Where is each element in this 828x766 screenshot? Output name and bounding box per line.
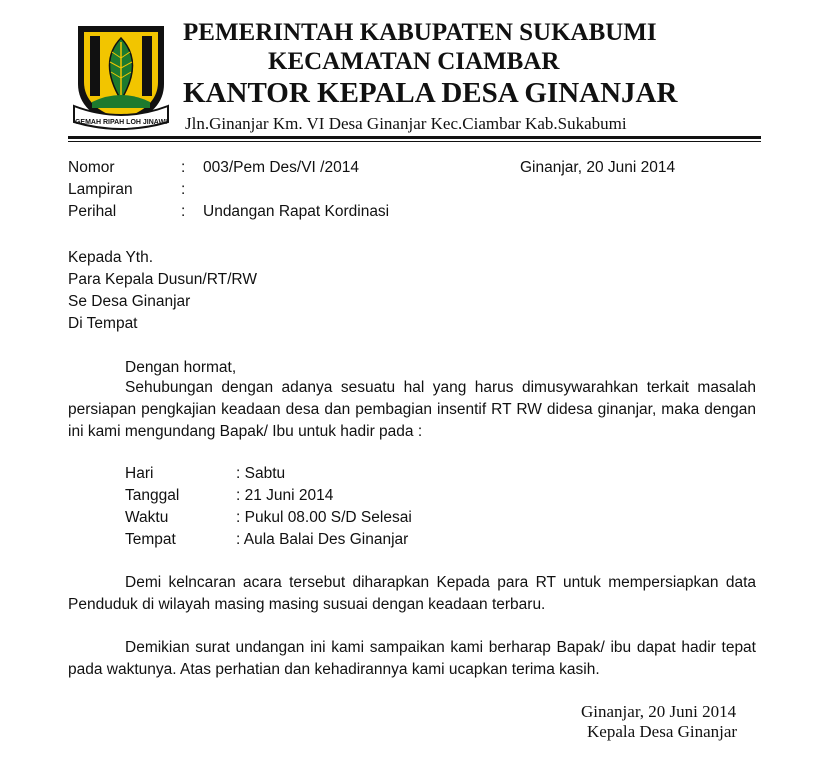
perihal-label: Perihal [68,203,117,220]
letterhead-thick-rule [68,136,761,139]
opening-paragraph: Sehubungan dengan adanya sesuatu hal yang harus dimusywarahkan terkait masalah persiapan pengkajian keadaan desa dan pembagian insentif RT RW didesa ginanjar, maka dengan ini kami mengundang Bapak/ Ibu untuk hadir pada : [68,379,756,440]
closing-paragraph: Demikian surat undangan ini kami sampaikan kami berharap Bapak/ ibu dapat hadir tepat pada waktunya. Atas perhatian dan kehadirannya kami ucapkan terima kasih. [68,639,756,678]
letterhead-office-line: KANTOR KEPALA DESA GINANJAR [183,77,678,109]
village-emblem-logo [72,22,170,134]
perihal-value: Undangan Rapat Kordinasi [203,203,390,220]
recipient-line: Di Tempat [68,315,138,332]
perihal-separator: : [181,203,186,220]
letterhead-district-line: KECAMATAN CIAMBAR [268,48,560,75]
schedule-value-time: : Pukul 08.00 S/D Selesai [236,509,412,526]
nomor-value: 003/Pem Des/VI /2014 [203,159,359,176]
nomor-separator: : [181,159,186,176]
recipient-line: Kepada Yth. [68,249,154,266]
preparation-paragraph: Demi kelncaran acara tersebut diharapkan Kepada para RT untuk mempersiapkan data Penduduk di wilayah masing masing susuai dengan keadaan terbaru. [68,574,756,613]
schedule-label-date: Tanggal [125,487,180,504]
schedule-value-day: : Sabtu [236,465,286,482]
schedule-value-date: : 21 Juni 2014 [236,487,334,504]
letterhead-address: Jln.Ginanjar Km. VI Desa Ginanjar Kec.Ciambar Kab.Sukabumi [185,114,627,133]
letterhead-thin-rule [68,141,761,142]
schedule-label-place: Tempat [125,531,176,548]
recipient-line: Se Desa Ginanjar [68,293,191,310]
signature-place-date: Ginanjar, 20 Juni 2014 [581,702,737,721]
schedule-label-time: Waktu [125,509,169,526]
nomor-label: Nomor [68,159,115,176]
schedule-value-place: : Aula Balai Des Ginanjar [236,531,409,548]
letter-date: Ginanjar, 20 Juni 2014 [520,159,676,176]
letterhead-government-line: PEMERINTAH KABUPATEN SUKABUMI [183,19,657,46]
greeting: Dengan hormat, [125,359,237,376]
signature-title: Kepala Desa Ginanjar [587,722,738,741]
lampiran-separator: : [181,181,186,198]
recipient-line: Para Kepala Dusun/RT/RW [68,271,257,288]
lampiran-label: Lampiran [68,181,133,198]
schedule-label-day: Hari [125,465,154,482]
emblem-motto: GEMAH RIPAH LOH JINAWI [74,119,168,126]
